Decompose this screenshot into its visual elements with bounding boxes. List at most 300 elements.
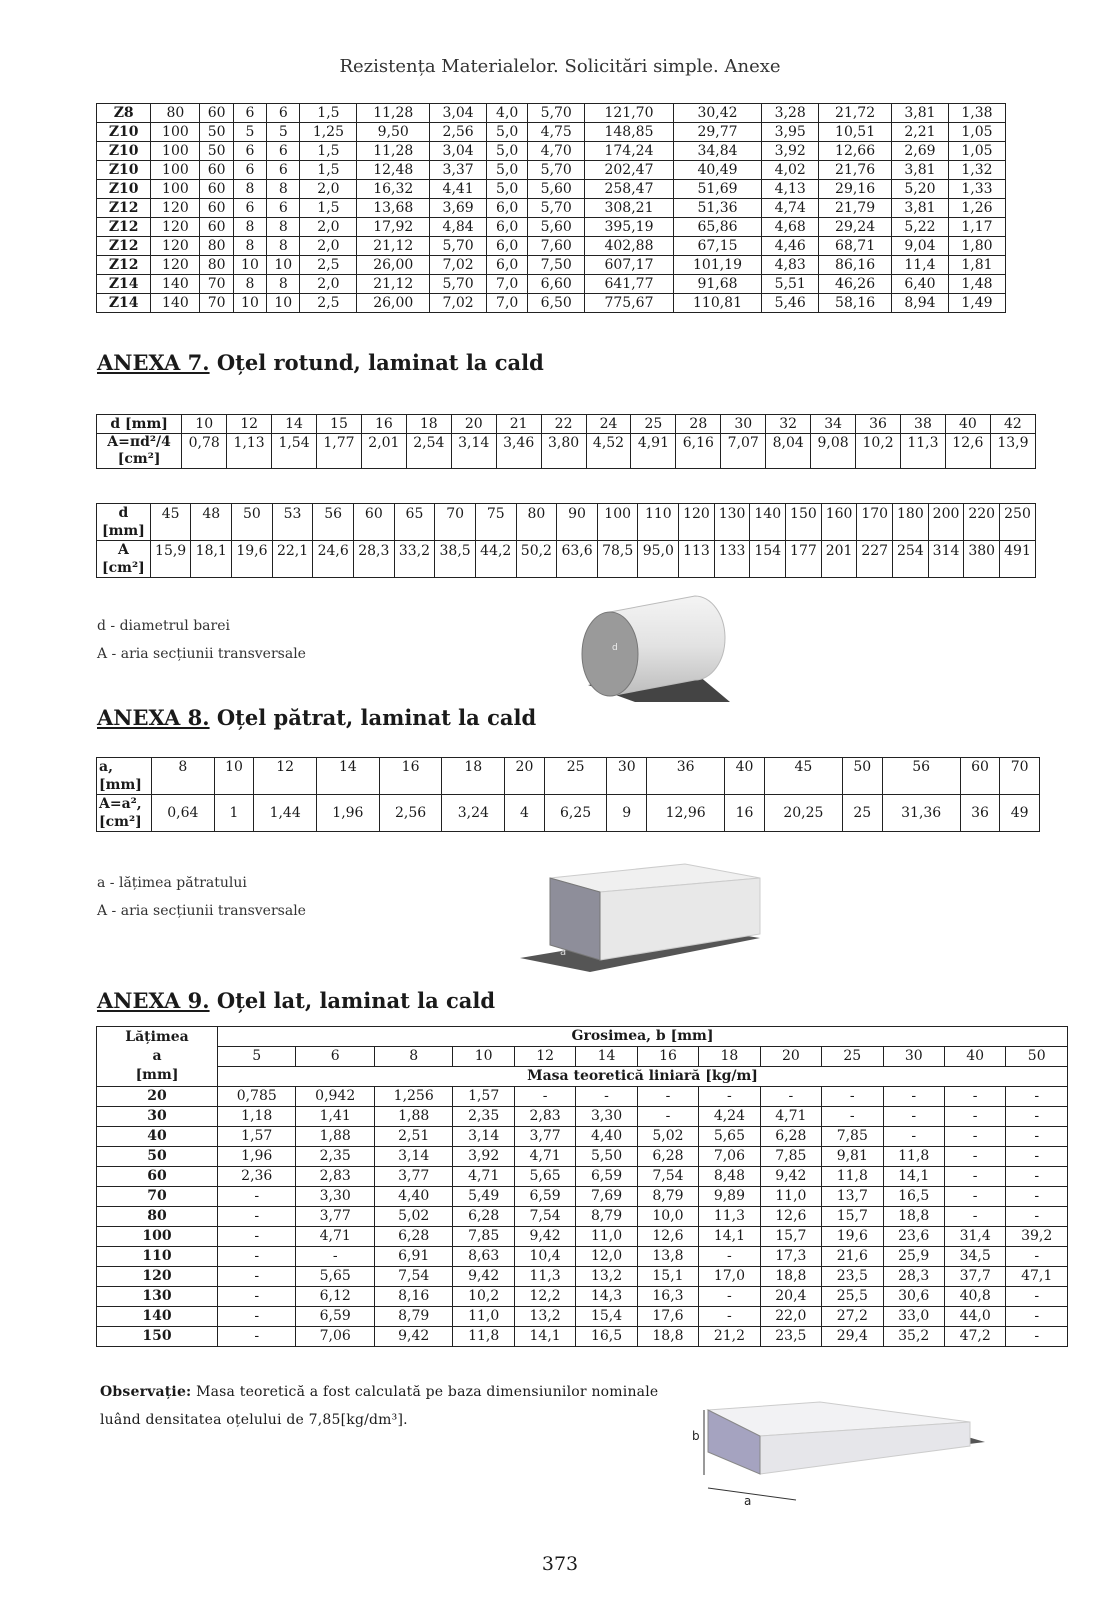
mass-cell: - bbox=[699, 1307, 760, 1327]
table-cell: 4,0 bbox=[487, 104, 528, 123]
table-cell: 3,95 bbox=[762, 123, 819, 142]
mass-cell: - bbox=[1006, 1327, 1068, 1347]
mass-cell: 5,65 bbox=[296, 1267, 374, 1287]
mass-cell: 2,51 bbox=[374, 1127, 452, 1147]
mass-cell: - bbox=[883, 1107, 944, 1127]
table-row bbox=[97, 180, 1006, 199]
mass-cell: - bbox=[944, 1087, 1005, 1107]
diameter-cell: 10 bbox=[182, 415, 227, 434]
diameter-cell: 100 bbox=[597, 504, 638, 541]
table-cell: 1,5 bbox=[300, 199, 357, 218]
table-cell: 120 bbox=[151, 237, 200, 256]
profile-name: Z10 bbox=[97, 180, 151, 199]
area-cell: 28,3 bbox=[354, 541, 395, 578]
mass-cell: 7,85 bbox=[453, 1227, 514, 1247]
table-cell: 8 bbox=[233, 218, 266, 237]
profile-name: Z12 bbox=[97, 237, 151, 256]
diameter-cell: 36 bbox=[856, 415, 901, 434]
mass-cell: 11,3 bbox=[514, 1267, 575, 1287]
thickness-header: Grosimea, b [mm] bbox=[218, 1027, 1068, 1047]
mass-cell: 23,5 bbox=[760, 1327, 821, 1347]
table-cell: 6,50 bbox=[528, 294, 585, 313]
table-cell: 26,00 bbox=[357, 256, 430, 275]
table-cell: 3,81 bbox=[891, 199, 948, 218]
table-cell: 17,92 bbox=[357, 218, 430, 237]
mass-cell: 6,28 bbox=[453, 1207, 514, 1227]
mass-cell: - bbox=[218, 1287, 296, 1307]
diameter-cell: 150 bbox=[786, 504, 822, 541]
table-cell: 60 bbox=[200, 180, 233, 199]
area-cell: 133 bbox=[714, 541, 750, 578]
d-label: d [mm] bbox=[97, 415, 182, 434]
table-cell: 70 bbox=[200, 275, 233, 294]
table-cell: 120 bbox=[151, 218, 200, 237]
table-cell: 11,4 bbox=[891, 256, 948, 275]
table-cell: 67,15 bbox=[673, 237, 762, 256]
diameter-cell: 12 bbox=[227, 415, 272, 434]
table-cell: 5,60 bbox=[528, 218, 585, 237]
mass-cell: 11,8 bbox=[883, 1147, 944, 1167]
thickness-cell: 40 bbox=[944, 1047, 1005, 1067]
mass-cell: 4,71 bbox=[453, 1167, 514, 1187]
table-cell: 2,0 bbox=[300, 275, 357, 294]
table-cell: 8,94 bbox=[891, 294, 948, 313]
side-cell: 25 bbox=[544, 758, 607, 795]
mass-cell: 8,63 bbox=[453, 1247, 514, 1267]
profile-name: Z12 bbox=[97, 199, 151, 218]
table-cell: 5,0 bbox=[487, 180, 528, 199]
flat-steel-table bbox=[96, 1026, 1068, 1347]
side-cell: 40 bbox=[725, 758, 765, 795]
profile-name: Z10 bbox=[97, 123, 151, 142]
page-number: 373 bbox=[541, 1553, 579, 1575]
table-cell: 202,47 bbox=[585, 161, 674, 180]
diameter-cell: 14 bbox=[272, 415, 317, 434]
area-cell: 3,24 bbox=[442, 795, 505, 832]
mass-cell: 16,5 bbox=[576, 1327, 637, 1347]
thickness-cell: 18 bbox=[699, 1047, 760, 1067]
mass-cell: 7,06 bbox=[296, 1327, 374, 1347]
table-cell: 21,12 bbox=[357, 237, 430, 256]
square-bar-figure bbox=[520, 860, 770, 975]
mass-cell: 47,2 bbox=[944, 1327, 1005, 1347]
mass-cell: - bbox=[218, 1207, 296, 1227]
mass-cell: - bbox=[218, 1267, 296, 1287]
diameter-cell: 200 bbox=[928, 504, 964, 541]
mass-cell: 23,6 bbox=[883, 1227, 944, 1247]
table-cell: 10 bbox=[233, 256, 266, 275]
table-cell: 4,84 bbox=[430, 218, 487, 237]
table-cell: 8 bbox=[267, 180, 300, 199]
diameter-cell: 20 bbox=[451, 415, 496, 434]
table-cell: 4,75 bbox=[528, 123, 585, 142]
a-label: a, [mm] bbox=[97, 758, 152, 795]
table-row bbox=[97, 1167, 1068, 1187]
mass-cell: 10,0 bbox=[637, 1207, 698, 1227]
table-cell: 10 bbox=[267, 294, 300, 313]
width-cell: 100 bbox=[97, 1227, 218, 1247]
mass-cell: 13,8 bbox=[637, 1247, 698, 1267]
diameter-cell: 120 bbox=[679, 504, 715, 541]
table-cell: 21,79 bbox=[819, 199, 892, 218]
area-cell: 201 bbox=[821, 541, 857, 578]
flat-bar-figure bbox=[692, 1400, 990, 1510]
anexa7-heading: Oțel rotund, laminat la cald bbox=[216, 350, 544, 375]
width-cell: 30 bbox=[97, 1107, 218, 1127]
table-cell: 3,28 bbox=[762, 104, 819, 123]
table-cell: 5,70 bbox=[528, 161, 585, 180]
area-cell: 2,54 bbox=[406, 434, 451, 469]
table-cell: 29,77 bbox=[673, 123, 762, 142]
table-cell: 1,33 bbox=[948, 180, 1005, 199]
diameter-cell: 60 bbox=[354, 504, 395, 541]
diameter-cell: 16 bbox=[361, 415, 406, 434]
mass-cell: - bbox=[1006, 1127, 1068, 1147]
area-cell: 1,54 bbox=[272, 434, 317, 469]
table-cell: 174,24 bbox=[585, 142, 674, 161]
thickness-cell: 14 bbox=[576, 1047, 637, 1067]
table-cell: 68,71 bbox=[819, 237, 892, 256]
table-cell: 1,38 bbox=[948, 104, 1005, 123]
mass-cell: - bbox=[218, 1327, 296, 1347]
mass-cell: 4,71 bbox=[760, 1107, 821, 1127]
side-cell: 14 bbox=[317, 758, 380, 795]
mass-cell: 11,8 bbox=[453, 1327, 514, 1347]
mass-cell: 40,8 bbox=[944, 1287, 1005, 1307]
table-cell: 5 bbox=[233, 123, 266, 142]
area-cell: 1 bbox=[214, 795, 254, 832]
mass-cell: 21,2 bbox=[699, 1327, 760, 1347]
area-cell: 154 bbox=[750, 541, 786, 578]
diameter-cell: 40 bbox=[945, 415, 990, 434]
mass-cell: - bbox=[944, 1187, 1005, 1207]
table-cell: 9,04 bbox=[891, 237, 948, 256]
table-cell: 3,92 bbox=[762, 142, 819, 161]
mass-cell: 11,0 bbox=[453, 1307, 514, 1327]
table-cell: 1,25 bbox=[300, 123, 357, 142]
profile-name: Z14 bbox=[97, 275, 151, 294]
mass-cell: - bbox=[699, 1247, 760, 1267]
diameter-cell: 65 bbox=[394, 504, 435, 541]
mass-cell: 2,83 bbox=[514, 1107, 575, 1127]
diameter-cell: 30 bbox=[721, 415, 766, 434]
mass-cell: 3,77 bbox=[514, 1127, 575, 1147]
table-cell: 258,47 bbox=[585, 180, 674, 199]
profile-name: Z12 bbox=[97, 218, 151, 237]
profile-name: Z10 bbox=[97, 142, 151, 161]
table-row bbox=[97, 275, 1006, 294]
mass-cell: 25,9 bbox=[883, 1247, 944, 1267]
table-cell: 9,50 bbox=[357, 123, 430, 142]
area-cell: 19,6 bbox=[232, 541, 273, 578]
table-cell: 2,0 bbox=[300, 237, 357, 256]
table-cell: 12,66 bbox=[819, 142, 892, 161]
table-cell: 402,88 bbox=[585, 237, 674, 256]
diameter-cell: 75 bbox=[475, 504, 516, 541]
mass-cell: - bbox=[218, 1227, 296, 1247]
side-cell: 36 bbox=[647, 758, 725, 795]
table-cell: 6 bbox=[267, 161, 300, 180]
mass-cell: 6,59 bbox=[296, 1307, 374, 1327]
mass-cell: 18,8 bbox=[883, 1207, 944, 1227]
area-cell: 11,3 bbox=[900, 434, 945, 469]
table-cell: 5,20 bbox=[891, 180, 948, 199]
table-cell: 86,16 bbox=[819, 256, 892, 275]
table-cell: 80 bbox=[151, 104, 200, 123]
mass-cell: 9,42 bbox=[514, 1227, 575, 1247]
mass-cell: 1,88 bbox=[296, 1127, 374, 1147]
table-cell: 50 bbox=[200, 123, 233, 142]
table-cell: 4,74 bbox=[762, 199, 819, 218]
table-cell: 1,48 bbox=[948, 275, 1005, 294]
table-cell: 5 bbox=[267, 123, 300, 142]
table-cell: 5,0 bbox=[487, 161, 528, 180]
table-cell: 65,86 bbox=[673, 218, 762, 237]
table-cell: 3,04 bbox=[430, 142, 487, 161]
mass-cell: 3,77 bbox=[296, 1207, 374, 1227]
width-cell: 80 bbox=[97, 1207, 218, 1227]
table-cell: 16,32 bbox=[357, 180, 430, 199]
table-cell: 1,17 bbox=[948, 218, 1005, 237]
area-cell: 16 bbox=[725, 795, 765, 832]
diameter-cell: 28 bbox=[676, 415, 721, 434]
area-cell: 113 bbox=[679, 541, 715, 578]
diameter-cell: 21 bbox=[496, 415, 541, 434]
diameter-cell: 24 bbox=[586, 415, 631, 434]
anexa7-label: ANEXA 7. bbox=[97, 350, 210, 375]
thickness-cell: 8 bbox=[374, 1047, 452, 1067]
table-cell: 100 bbox=[151, 123, 200, 142]
table-cell: 34,84 bbox=[673, 142, 762, 161]
area-cell: 0,78 bbox=[182, 434, 227, 469]
table-row bbox=[97, 1127, 1068, 1147]
table-cell: 121,70 bbox=[585, 104, 674, 123]
observation-text: Masa teoretică a fost calculată pe baza dimensiunilor nominale luând densitatea oțelului de 7,85[kg/dm³]. bbox=[100, 1384, 659, 1428]
table-cell: 120 bbox=[151, 256, 200, 275]
area-cell: 314 bbox=[928, 541, 964, 578]
table-cell: 308,21 bbox=[585, 199, 674, 218]
table-cell: 1,05 bbox=[948, 142, 1005, 161]
table-cell: 140 bbox=[151, 294, 200, 313]
table-cell: 4,46 bbox=[762, 237, 819, 256]
anexa7-note-d: d - diametrul barei bbox=[97, 618, 230, 634]
anexa8-note-a: a - lățimea pătratului bbox=[97, 875, 247, 891]
table-cell: 8 bbox=[233, 180, 266, 199]
mass-cell: 7,54 bbox=[637, 1167, 698, 1187]
table-cell: 6 bbox=[233, 199, 266, 218]
mass-cell: 3,14 bbox=[374, 1147, 452, 1167]
anexa7-title bbox=[97, 350, 544, 375]
mass-cell: - bbox=[944, 1147, 1005, 1167]
mass-cell: 3,30 bbox=[576, 1107, 637, 1127]
thickness-cell: 50 bbox=[1006, 1047, 1068, 1067]
area-cell: 50,2 bbox=[516, 541, 557, 578]
mass-cell: 6,59 bbox=[514, 1187, 575, 1207]
table-cell: 2,0 bbox=[300, 180, 357, 199]
table-cell: 50 bbox=[200, 142, 233, 161]
table-cell: 4,41 bbox=[430, 180, 487, 199]
profile-name: Z14 bbox=[97, 294, 151, 313]
table-cell: 6,0 bbox=[487, 237, 528, 256]
diameter-cell: 22 bbox=[541, 415, 586, 434]
table-cell: 6 bbox=[267, 142, 300, 161]
area-cell: 254 bbox=[893, 541, 929, 578]
area-cell: 4,91 bbox=[631, 434, 676, 469]
anexa9-label: ANEXA 9. bbox=[97, 988, 210, 1013]
thickness-cell: 16 bbox=[637, 1047, 698, 1067]
mass-cell: 9,81 bbox=[822, 1147, 883, 1167]
mass-cell: - bbox=[637, 1087, 698, 1107]
table-row bbox=[97, 104, 1006, 123]
table-cell: 30,42 bbox=[673, 104, 762, 123]
mass-cell: 6,12 bbox=[296, 1287, 374, 1307]
table-cell: 6 bbox=[233, 161, 266, 180]
diameter-cell: 56 bbox=[313, 504, 354, 541]
mass-cell: 21,6 bbox=[822, 1247, 883, 1267]
mass-cell: 9,42 bbox=[374, 1327, 452, 1347]
area-label: A [cm²] bbox=[97, 541, 151, 578]
mass-cell: 4,40 bbox=[576, 1127, 637, 1147]
table-cell: 11,28 bbox=[357, 142, 430, 161]
diameter-cell: 70 bbox=[435, 504, 476, 541]
table-row bbox=[97, 1107, 1068, 1127]
area-cell: 78,5 bbox=[597, 541, 638, 578]
mass-cell: 10,4 bbox=[514, 1247, 575, 1267]
table-cell: 8 bbox=[267, 237, 300, 256]
width-cell: 60 bbox=[97, 1167, 218, 1187]
mass-cell: - bbox=[1006, 1207, 1068, 1227]
square-steel-table bbox=[96, 757, 1040, 832]
table-cell: 6,0 bbox=[487, 256, 528, 275]
mass-cell: - bbox=[576, 1087, 637, 1107]
side-cell: 8 bbox=[152, 758, 215, 795]
mass-cell: 6,59 bbox=[576, 1167, 637, 1187]
table-cell: 101,19 bbox=[673, 256, 762, 275]
mass-cell: 7,54 bbox=[374, 1267, 452, 1287]
table-cell: 5,70 bbox=[528, 104, 585, 123]
mass-cell: - bbox=[760, 1087, 821, 1107]
thickness-label: b bbox=[692, 1429, 700, 1443]
table-cell: 7,50 bbox=[528, 256, 585, 275]
thickness-cell: 6 bbox=[296, 1047, 374, 1067]
mass-cell: - bbox=[883, 1127, 944, 1147]
area-cell: 63,6 bbox=[557, 541, 598, 578]
diameter-cell: 220 bbox=[964, 504, 1000, 541]
mass-cell: 16,5 bbox=[883, 1187, 944, 1207]
mass-cell: 14,1 bbox=[514, 1327, 575, 1347]
area-cell: 177 bbox=[786, 541, 822, 578]
table-cell: 120 bbox=[151, 199, 200, 218]
d-label: d [mm] bbox=[97, 504, 151, 541]
area-cell: 12,96 bbox=[647, 795, 725, 832]
table-row bbox=[97, 1087, 1068, 1107]
table-row bbox=[97, 199, 1006, 218]
table-cell: 4,02 bbox=[762, 161, 819, 180]
mass-cell: 9,89 bbox=[699, 1187, 760, 1207]
table-cell: 91,68 bbox=[673, 275, 762, 294]
anexa8-label: ANEXA 8. bbox=[97, 705, 210, 730]
mass-cell: 5,50 bbox=[576, 1147, 637, 1167]
table-cell: 2,21 bbox=[891, 123, 948, 142]
table-cell: 5,46 bbox=[762, 294, 819, 313]
area-cell: 44,2 bbox=[475, 541, 516, 578]
mass-cell: 8,79 bbox=[576, 1207, 637, 1227]
area-cell: 33,2 bbox=[394, 541, 435, 578]
area-label: A=πd²/4 [cm²] bbox=[97, 434, 182, 469]
mass-cell: 8,79 bbox=[637, 1187, 698, 1207]
table-cell: 8 bbox=[233, 275, 266, 294]
table-cell: 4,68 bbox=[762, 218, 819, 237]
mass-cell: - bbox=[944, 1167, 1005, 1187]
area-cell: 0,64 bbox=[152, 795, 215, 832]
table-cell: 70 bbox=[200, 294, 233, 313]
mass-cell: 18,8 bbox=[637, 1327, 698, 1347]
observation-label: Observație: bbox=[100, 1384, 192, 1400]
width-cell: 120 bbox=[97, 1267, 218, 1287]
table-cell: 2,69 bbox=[891, 142, 948, 161]
diameter-cell: 170 bbox=[857, 504, 893, 541]
mass-cell: - bbox=[637, 1107, 698, 1127]
table-cell: 6 bbox=[267, 104, 300, 123]
area-cell: 22,1 bbox=[272, 541, 313, 578]
mass-cell: 25,5 bbox=[822, 1287, 883, 1307]
table-cell: 11,28 bbox=[357, 104, 430, 123]
profile-name: Z10 bbox=[97, 161, 151, 180]
area-cell: 380 bbox=[964, 541, 1000, 578]
mass-cell: 23,5 bbox=[822, 1267, 883, 1287]
mass-cell: 17,6 bbox=[637, 1307, 698, 1327]
table-row bbox=[97, 1267, 1068, 1287]
anexa9-heading: Oțel lat, laminat la cald bbox=[216, 988, 496, 1013]
area-cell: 227 bbox=[857, 541, 893, 578]
side-cell: 20 bbox=[505, 758, 545, 795]
area-cell: 8,04 bbox=[766, 434, 811, 469]
mass-cell: - bbox=[1006, 1187, 1068, 1207]
diameter-cell: 42 bbox=[990, 415, 1035, 434]
mass-cell: 4,71 bbox=[296, 1227, 374, 1247]
table-row bbox=[97, 1187, 1068, 1207]
mass-cell: 12,6 bbox=[760, 1207, 821, 1227]
table-cell: 1,05 bbox=[948, 123, 1005, 142]
mass-cell: 6,28 bbox=[637, 1147, 698, 1167]
mass-cell: - bbox=[944, 1207, 1005, 1227]
area-cell: 9,08 bbox=[811, 434, 856, 469]
mass-cell: 13,7 bbox=[822, 1187, 883, 1207]
area-cell: 18,1 bbox=[191, 541, 232, 578]
mass-cell: 15,7 bbox=[822, 1207, 883, 1227]
bar-end bbox=[550, 878, 600, 960]
table-cell: 2,5 bbox=[300, 256, 357, 275]
table-cell: 60 bbox=[200, 104, 233, 123]
mass-cell: 7,69 bbox=[576, 1187, 637, 1207]
table-row bbox=[97, 1287, 1068, 1307]
table-cell: 100 bbox=[151, 161, 200, 180]
mass-header: Masa teoretică liniară [kg/m] bbox=[218, 1067, 1068, 1087]
area-cell: 95,0 bbox=[638, 541, 679, 578]
table-cell: 1,81 bbox=[948, 256, 1005, 275]
table-cell: 3,37 bbox=[430, 161, 487, 180]
mass-cell: 47,1 bbox=[1006, 1267, 1068, 1287]
area-cell: 1,77 bbox=[317, 434, 362, 469]
area-cell: 1,13 bbox=[227, 434, 272, 469]
table-cell: 58,16 bbox=[819, 294, 892, 313]
mass-cell: 8,16 bbox=[374, 1287, 452, 1307]
thickness-cell: 20 bbox=[760, 1047, 821, 1067]
mass-cell: 34,5 bbox=[944, 1247, 1005, 1267]
mass-cell: 0,942 bbox=[296, 1087, 374, 1107]
side-cell: 50 bbox=[843, 758, 883, 795]
table-cell: 5,0 bbox=[487, 142, 528, 161]
